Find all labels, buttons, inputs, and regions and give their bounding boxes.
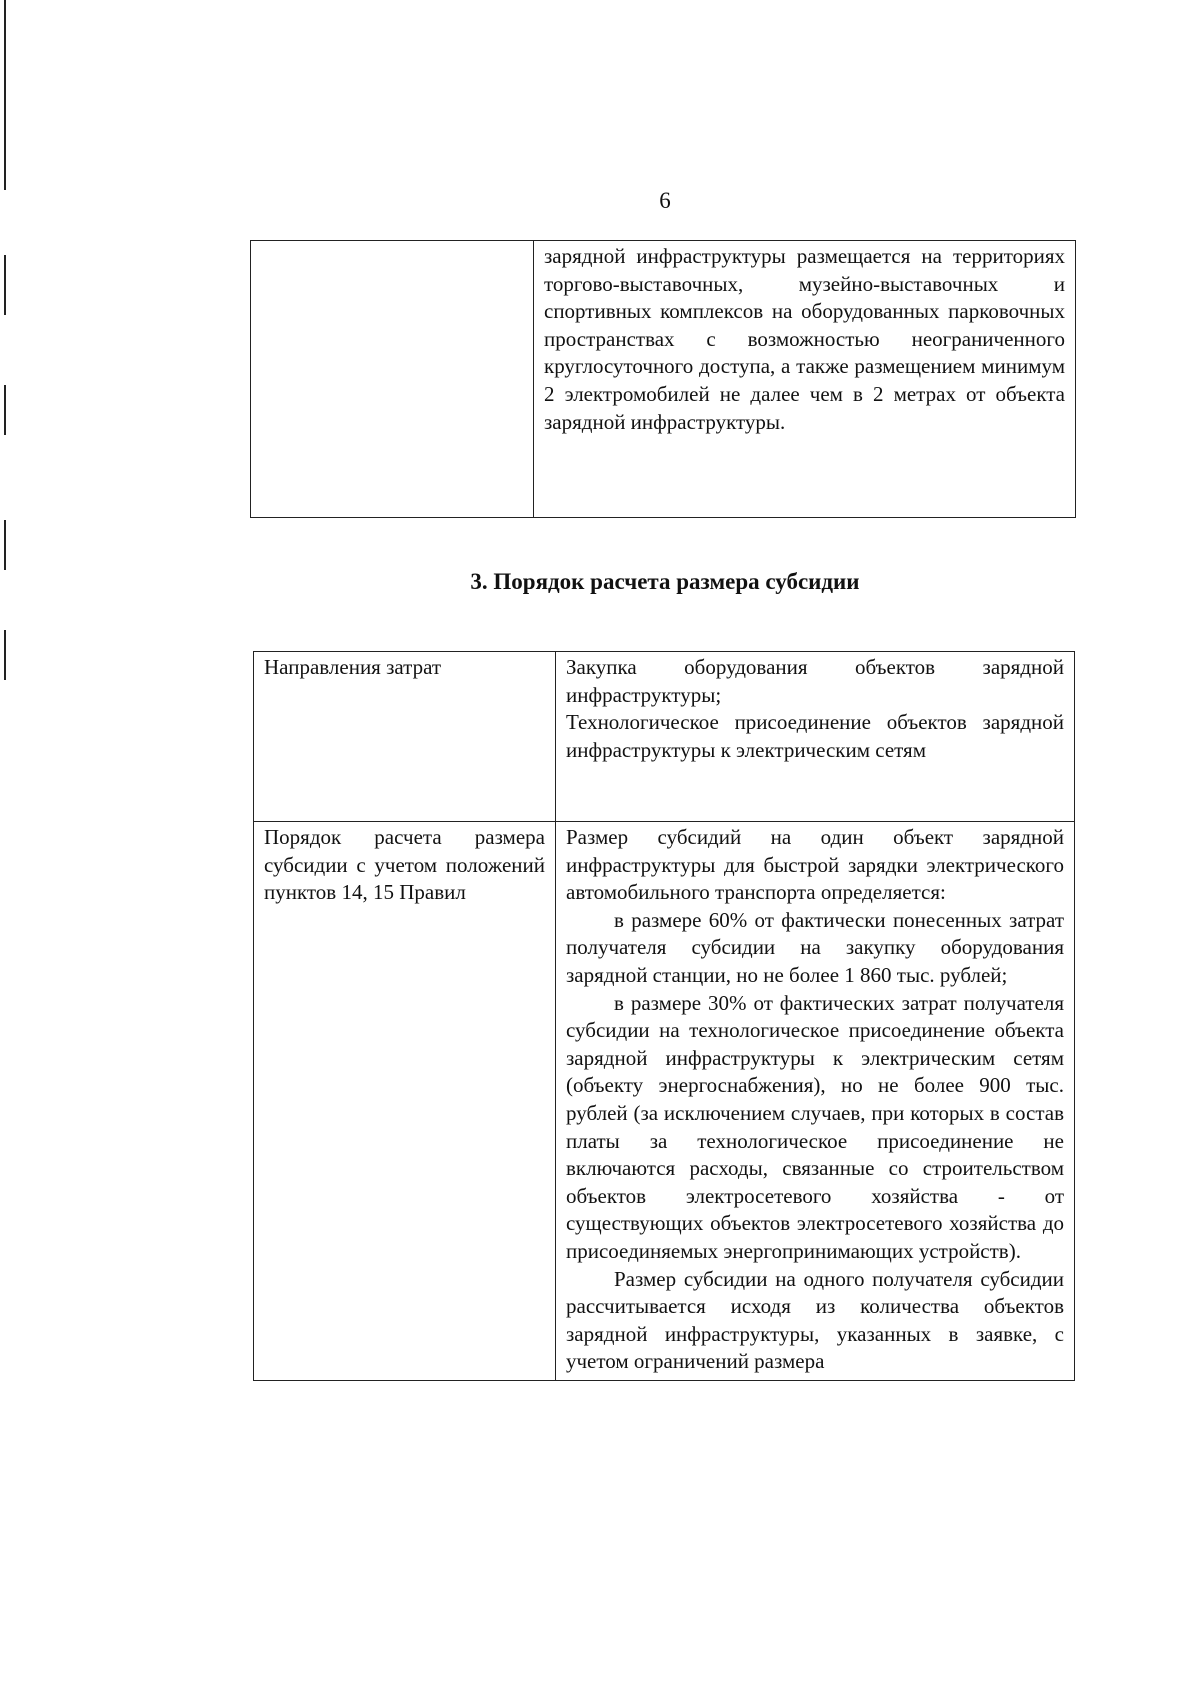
row-label-text: Направления затрат	[264, 655, 442, 679]
section-heading: 3. Порядок расчета размера субсидии	[470, 569, 860, 594]
table-cell-text	[534, 241, 1076, 518]
continued-table	[250, 240, 1076, 518]
table-row	[251, 241, 1076, 518]
cell-paragraph: зарядной инфраструктуры размещается на территориях торгово-выставочных, музейно-выставочных и спортивных комплексов на оборудованных парковочных пространствах с возможностью неограниченного круглосуточного доступа, а также размещением минимум 2 электромобилей не далее чем в 2 метрах от объекта зарядной инфраструктуры.	[544, 244, 1065, 434]
cell-paragraph: Размер субсидии на одного получателя субсидии рассчитывается исходя из количества объектов зарядной инфраструктуры, указанных в заявке, с учетом ограничений размера	[566, 1266, 1064, 1374]
cell-paragraph: в размере 60% от фактически понесенных затрат получателя субсидии на закупку оборудования зарядной станции, но не более 1 860 тыс. рублей;	[566, 907, 1064, 987]
cell-paragraph: Размер субсидий на один объект зарядной инфраструктуры для быстрой зарядки электрического автомобильного транспорта определяется:	[566, 825, 1064, 905]
page-number: 6	[659, 188, 671, 213]
row-value-calculation-procedure	[556, 822, 1075, 1381]
row-value-cost-directions	[556, 652, 1075, 822]
table-row	[254, 822, 1075, 1381]
cell-paragraph: Технологическое присоединение объектов зарядной инфраструктуры к электрическим сетям	[566, 710, 1064, 762]
scan-edge-mark	[4, 255, 6, 315]
row-label-text: Порядок расчета размера субсидии с учетом положений пунктов 14, 15 Правил	[264, 825, 545, 905]
scan-edge-mark	[4, 520, 6, 570]
cell-paragraph: в размере 30% от фактических затрат получателя субсидии на технологическое присоединение объекта зарядной инфраструктуры к электрическим сетям (объекту энергоснабжения), но не более 900 тыс. рублей (за исключением случаев, при которых в состав платы за технологическое присоединение не включаются расходы, связанные со строительством объектов электросетевого хозяйства - от существующих объектов электросетевого хозяйства до присоединяемых энергопринимающих устройств).	[566, 990, 1064, 1263]
cell-paragraph: Закупка оборудования объектов зарядной инфраструктуры;	[566, 655, 1064, 707]
scan-edge-mark	[4, 0, 6, 190]
table-cell-empty	[251, 241, 534, 518]
row-label-cost-directions	[254, 652, 556, 822]
table-row	[254, 652, 1075, 822]
scan-edge-mark	[4, 630, 6, 680]
subsidy-calculation-table	[253, 651, 1075, 1381]
row-label-calculation-procedure	[254, 822, 556, 1381]
scan-edge-mark	[4, 385, 6, 435]
